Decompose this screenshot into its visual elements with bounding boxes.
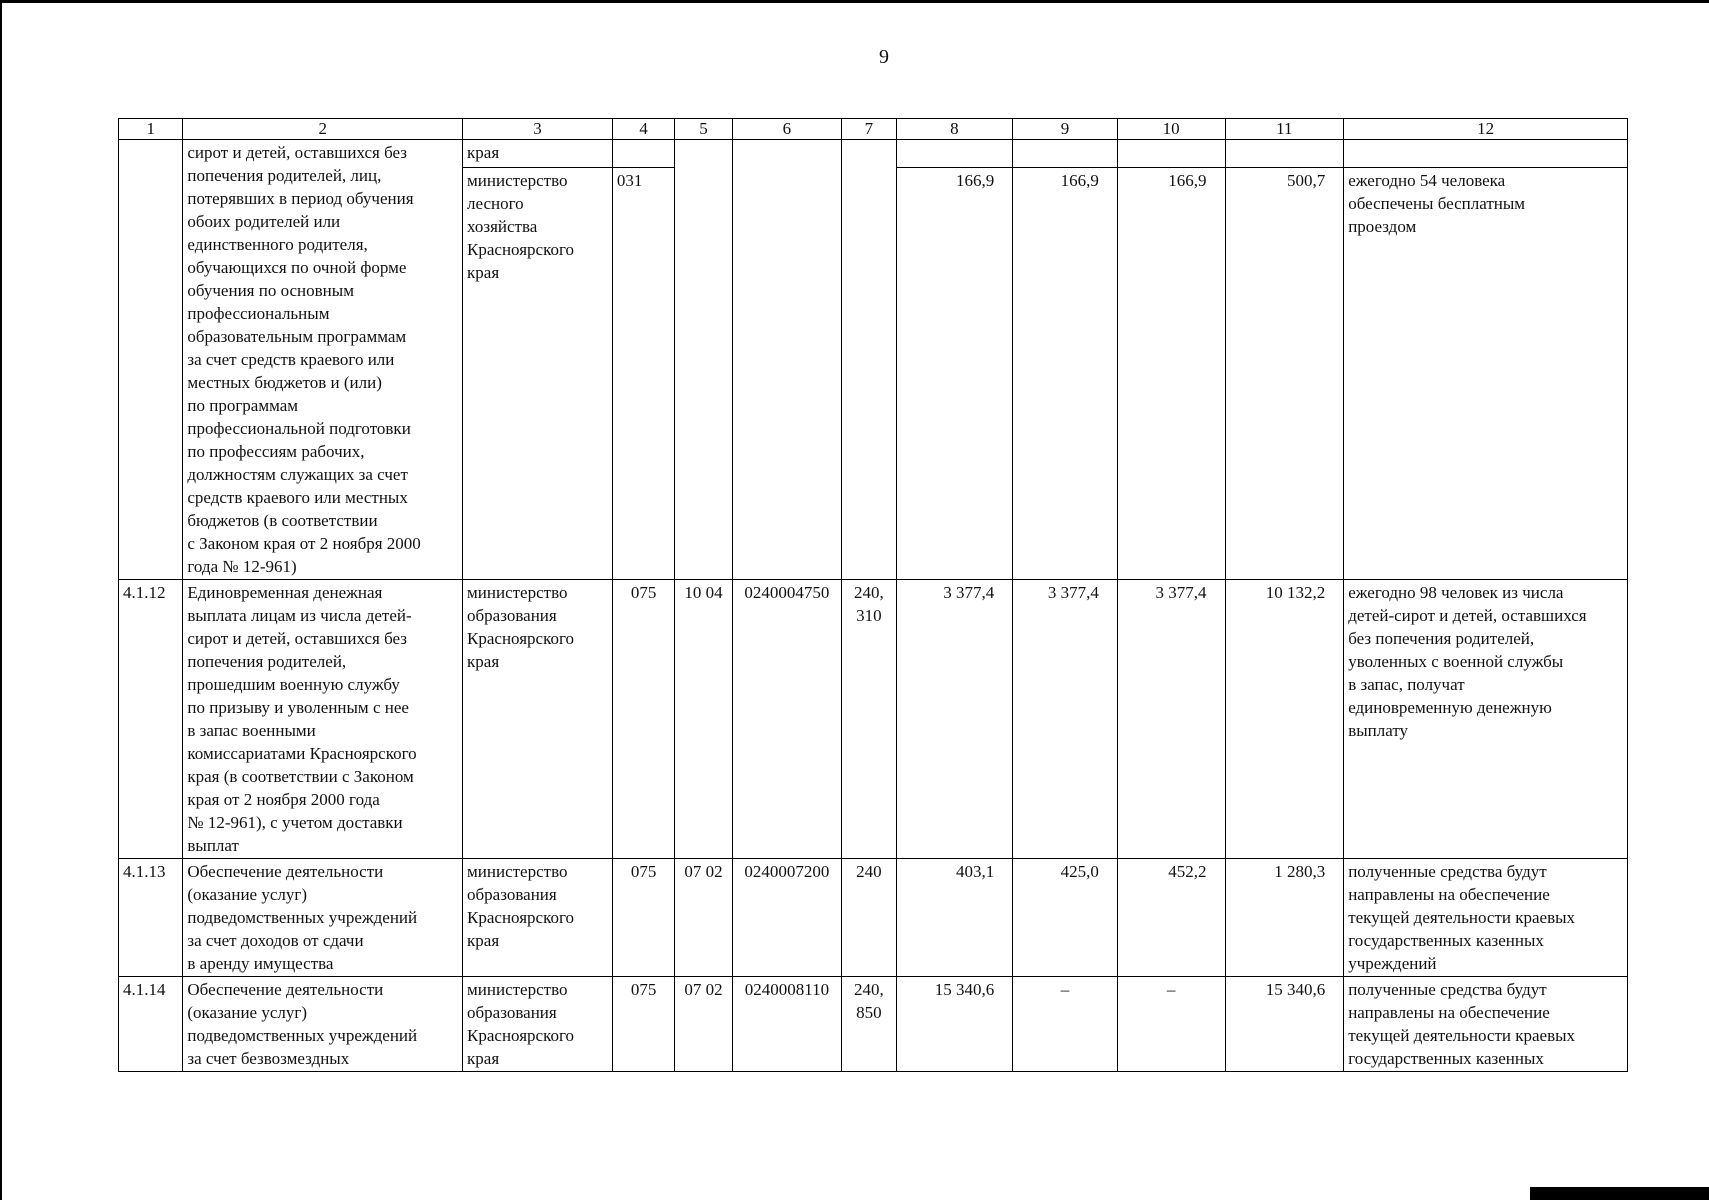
agency-cell-top: края	[463, 140, 613, 168]
year3-amount-cell: –	[1117, 977, 1225, 1072]
rzpr-cell: 10 04	[675, 580, 732, 859]
table-row	[119, 977, 1628, 1072]
y1-cell-top	[896, 140, 1013, 168]
scan-border-top	[0, 0, 1709, 3]
y2-cell-top	[1013, 140, 1118, 168]
row-number-cell: 4.1.13	[119, 859, 183, 977]
row-number-cell	[119, 140, 183, 580]
total-amount-cell: 10 132,2	[1225, 580, 1344, 859]
year2-amount-cell: 166,9	[1013, 167, 1118, 579]
total-amount-cell: 15 340,6	[1225, 977, 1344, 1072]
event-title-top: сирот и детей, оставшихся без	[187, 143, 407, 162]
year1-amount-cell: 15 340,6	[896, 977, 1013, 1072]
vr-cell: 240, 310	[842, 580, 896, 859]
year3-amount-cell: 166,9	[1117, 167, 1225, 579]
header-cell: 7	[842, 119, 896, 140]
event-title-cell	[183, 140, 463, 580]
year3-amount-cell: 452,2	[1117, 859, 1225, 977]
header-cell: 1	[119, 119, 183, 140]
grbs-cell-top	[612, 140, 674, 168]
header-cell: 4	[612, 119, 674, 140]
result-cell-top	[1344, 140, 1628, 168]
rzpr-cell	[675, 140, 732, 580]
csr-cell: 0240004750	[732, 580, 842, 859]
csr-cell	[732, 140, 842, 580]
agency-cell: министерство образования Красноярского края	[463, 859, 613, 977]
agency-cell: министерство образования Красноярского края	[463, 977, 613, 1072]
y3-cell-top	[1117, 140, 1225, 168]
header-cell: 8	[896, 119, 1013, 140]
grbs-cell: 031	[612, 167, 674, 579]
header-cell: 2	[183, 119, 463, 140]
row-number-cell: 4.1.14	[119, 977, 183, 1072]
year2-amount-cell: 425,0	[1013, 859, 1118, 977]
year1-amount-cell: 166,9	[896, 167, 1013, 579]
year1-amount-cell: 3 377,4	[896, 580, 1013, 859]
vr-cell: 240	[842, 859, 896, 977]
scan-border-bottom	[1530, 1187, 1709, 1200]
vr-cell: 240, 850	[842, 977, 896, 1072]
header-cell: 9	[1013, 119, 1118, 140]
event-title-cell: Обеспечение деятельности (оказание услуг) подведомственных учреждений за счет безвозмездных	[183, 977, 463, 1072]
table-row	[119, 580, 1628, 859]
vr-cell	[842, 140, 896, 580]
agency-cell: министерство лесного хозяйства Красноярского края	[463, 167, 613, 579]
scan-border-left	[0, 0, 2, 1200]
header-cell: 6	[732, 119, 842, 140]
csr-cell: 0240008110	[732, 977, 842, 1072]
row-number-cell: 4.1.12	[119, 580, 183, 859]
total-amount-cell: 500,7	[1225, 167, 1344, 579]
page-number: 9	[879, 46, 889, 68]
event-title-cell: Обеспечение деятельности (оказание услуг) подведомственных учреждений за счет доходов от сдачи в аренду имущества	[183, 859, 463, 977]
header-cell: 10	[1117, 119, 1225, 140]
grbs-cell: 075	[612, 977, 674, 1072]
rzpr-cell: 07 02	[675, 859, 732, 977]
table-row	[119, 859, 1628, 977]
header-cell: 12	[1344, 119, 1628, 140]
result-cell: полученные средства будут направлены на обеспечение текущей деятельности краевых государственных казенных	[1344, 977, 1628, 1072]
header-cell: 11	[1225, 119, 1344, 140]
csr-cell: 0240007200	[732, 859, 842, 977]
year2-amount-cell: 3 377,4	[1013, 580, 1118, 859]
grbs-cell: 075	[612, 580, 674, 859]
total-cell-top	[1225, 140, 1344, 168]
result-cell: полученные средства будут направлены на обеспечение текущей деятельности краевых государственных казенных учреждений	[1344, 859, 1628, 977]
budget-table	[118, 118, 1628, 1072]
header-row	[119, 119, 1628, 140]
event-title-cell: Единовременная денежная выплата лицам из числа детей- сирот и детей, оставшихся без попечения родителей, прошедшим военную службу по призыву и уволенным с нее в запас военными комиссариатами Красноярского края (в соответствии с Законом края от 2 ноября 2000 года № 12-961), с учетом доставки выплат	[183, 580, 463, 859]
rzpr-cell: 07 02	[675, 977, 732, 1072]
total-amount-cell: 1 280,3	[1225, 859, 1344, 977]
header-cell: 5	[675, 119, 732, 140]
event-title-rest: попечения родителей, лиц, потерявших в период обучения обоих родителей или единственного родителя, обучающихся по очной форме обучения по основным профессиональным образовательным программам за счет средств краевого или местных бюджетов и (или) по программам профессиональной подготовки по профессиям рабочих, должностям служащих за счет средств краевого или местных бюджетов (в соответствии с Законом края от 2 ноября 2000 года № 12-961)	[187, 166, 421, 576]
year2-amount-cell: –	[1013, 977, 1118, 1072]
result-cell: ежегодно 98 человек из числа детей-сирот и детей, оставшихся без попечения родителей, уволенных с военной службы в запас, получат единовременную денежную выплату	[1344, 580, 1628, 859]
year3-amount-cell: 3 377,4	[1117, 580, 1225, 859]
year1-amount-cell: 403,1	[896, 859, 1013, 977]
table-row-continuation-top	[119, 140, 1628, 168]
result-cell: ежегодно 54 человека обеспечены бесплатным проездом	[1344, 167, 1628, 579]
header-cell: 3	[463, 119, 613, 140]
agency-cell: министерство образования Красноярского края	[463, 580, 613, 859]
grbs-cell: 075	[612, 859, 674, 977]
